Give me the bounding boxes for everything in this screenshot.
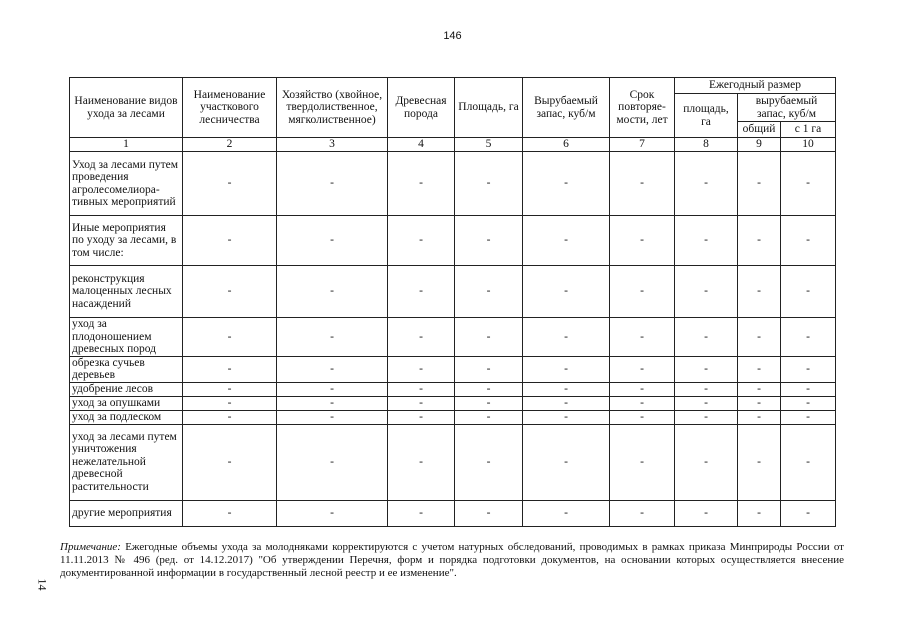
table-cell: -	[523, 152, 610, 216]
care-type-name: уход за лесами путем уничтожения нежелательной древесной растительности	[70, 424, 183, 500]
care-type-name: реконструкция малоценных лесных насаждений	[70, 266, 183, 318]
col-number: 10	[781, 138, 836, 152]
header-care-type: Наименование видов ухода за лесами	[70, 78, 183, 138]
table-row	[70, 500, 836, 526]
table-row	[70, 318, 836, 357]
table-cell: -	[523, 356, 610, 382]
table-cell: -	[455, 152, 523, 216]
table-cell: -	[738, 318, 781, 357]
table-cell: -	[523, 410, 610, 424]
table-cell: -	[183, 410, 277, 424]
table-cell: -	[455, 382, 523, 396]
header-annual-stock: вырубаемый запас, куб/м	[738, 94, 836, 122]
note-label: Примечание:	[60, 541, 121, 553]
table-cell: -	[610, 266, 675, 318]
table-cell: -	[675, 382, 738, 396]
table-row	[70, 216, 836, 266]
table-cell: -	[455, 216, 523, 266]
table-row	[70, 266, 836, 318]
table-cell: -	[610, 152, 675, 216]
care-type-name: уход за опушками	[70, 396, 183, 410]
table-cell: -	[781, 216, 836, 266]
table-cell: -	[183, 318, 277, 357]
table-cell: -	[610, 318, 675, 357]
table-cell: -	[388, 500, 455, 526]
table-cell: -	[781, 500, 836, 526]
col-number: 8	[675, 138, 738, 152]
table-cell: -	[523, 500, 610, 526]
table-cell: -	[781, 410, 836, 424]
table-row	[70, 152, 836, 216]
table-cell: -	[455, 500, 523, 526]
table-cell: -	[183, 216, 277, 266]
table-cell: -	[277, 216, 388, 266]
table-cell: -	[781, 396, 836, 410]
care-type-name: Уход за лесами путем проведения агролесомелиора-тивных мероприятий	[70, 152, 183, 216]
table-cell: -	[738, 356, 781, 382]
table-cell: -	[610, 424, 675, 500]
table-cell: -	[523, 382, 610, 396]
table-cell: -	[675, 152, 738, 216]
col-number: 7	[610, 138, 675, 152]
table-cell: -	[183, 356, 277, 382]
note-text: Ежегодные объемы ухода за молодняками корректируются с учетом натурных обследований, проводимых в рамках приказа Минприроды России от 11.11.2013 № 496 (ред. от 14.12.2017) "Об утверждении Перечня, форм и порядка подготовки документов, на основании которых осуществляется внесение документированной информации в государственный лесной реестр и ее изменение".	[60, 541, 844, 579]
table-cell: -	[738, 410, 781, 424]
forest-care-table	[69, 77, 836, 527]
table-cell: -	[388, 266, 455, 318]
table-cell: -	[610, 356, 675, 382]
table-cell: -	[183, 500, 277, 526]
table-cell: -	[610, 382, 675, 396]
table-cell: -	[781, 318, 836, 357]
table-cell: -	[183, 382, 277, 396]
header-repeat-period: Срок повторяе-мости, лет	[610, 78, 675, 138]
page-number: 146	[443, 30, 462, 42]
table-cell: -	[675, 216, 738, 266]
table-cell: -	[388, 410, 455, 424]
table-row	[70, 410, 836, 424]
table-cell: -	[388, 216, 455, 266]
table-cell: -	[675, 318, 738, 357]
header-stock-per-ha: с 1 га	[781, 122, 836, 138]
table-cell: -	[738, 500, 781, 526]
table-cell: -	[781, 266, 836, 318]
table-cell: -	[277, 356, 388, 382]
table-cell: -	[183, 424, 277, 500]
table-row	[70, 356, 836, 382]
table-cell: -	[781, 356, 836, 382]
table-cell: -	[738, 424, 781, 500]
table-cell: -	[455, 410, 523, 424]
care-type-name: Иные мероприятия по уходу за лесами, в том числе:	[70, 216, 183, 266]
side-page-number: 14	[35, 578, 50, 591]
col-number: 2	[183, 138, 277, 152]
col-number: 1	[70, 138, 183, 152]
table-row	[70, 424, 836, 500]
table-cell: -	[388, 356, 455, 382]
header-economy: Хозяйство (хвойное, твердолиственное, мягколиственное)	[277, 78, 388, 138]
table-cell: -	[781, 424, 836, 500]
footnote	[60, 541, 844, 580]
table-cell: -	[610, 500, 675, 526]
table-cell: -	[277, 500, 388, 526]
table-cell: -	[388, 152, 455, 216]
table-cell: -	[523, 396, 610, 410]
table-cell: -	[183, 152, 277, 216]
table-cell: -	[455, 424, 523, 500]
table-cell: -	[277, 382, 388, 396]
table-cell: -	[277, 318, 388, 357]
care-type-name: удобрение лесов	[70, 382, 183, 396]
care-type-name: уход за подлеском	[70, 410, 183, 424]
header-area: Площадь, га	[455, 78, 523, 138]
table-cell: -	[388, 424, 455, 500]
table-cell: -	[675, 424, 738, 500]
table-row	[70, 396, 836, 410]
table-cell: -	[781, 382, 836, 396]
table-cell: -	[388, 382, 455, 396]
col-number: 3	[277, 138, 388, 152]
header-annual-area: площадь, га	[675, 94, 738, 138]
table-row	[70, 382, 836, 396]
table-cell: -	[523, 266, 610, 318]
table-cell: -	[388, 396, 455, 410]
table-cell: -	[277, 424, 388, 500]
table-cell: -	[455, 266, 523, 318]
table-cell: -	[183, 396, 277, 410]
table-cell: -	[675, 266, 738, 318]
col-number: 5	[455, 138, 523, 152]
table-cell: -	[738, 152, 781, 216]
table-cell: -	[455, 318, 523, 357]
table-cell: -	[388, 318, 455, 357]
col-number: 9	[738, 138, 781, 152]
table-cell: -	[277, 152, 388, 216]
table-cell: -	[675, 500, 738, 526]
table-cell: -	[610, 396, 675, 410]
header-annual-size: Ежегодный размер	[675, 78, 836, 94]
table-cell: -	[277, 410, 388, 424]
table-cell: -	[781, 152, 836, 216]
table-cell: -	[455, 396, 523, 410]
care-type-name: уход за плодоношением древесных пород	[70, 318, 183, 357]
table-cell: -	[675, 356, 738, 382]
table-cell: -	[738, 396, 781, 410]
table-cell: -	[610, 216, 675, 266]
column-numbers-row	[70, 138, 836, 152]
table-cell: -	[738, 216, 781, 266]
table-cell: -	[277, 266, 388, 318]
table-cell: -	[523, 216, 610, 266]
table-cell: -	[675, 410, 738, 424]
col-number: 4	[388, 138, 455, 152]
table-cell: -	[738, 382, 781, 396]
care-type-name: другие мероприятия	[70, 500, 183, 526]
header-tree-species: Древесная порода	[388, 78, 455, 138]
table-cell: -	[738, 266, 781, 318]
table-cell: -	[675, 396, 738, 410]
table-cell: -	[455, 356, 523, 382]
header-stock: Вырубаемый запас, куб/м	[523, 78, 610, 138]
header-forestry: Наименование участкового лесничества	[183, 78, 277, 138]
table-cell: -	[183, 266, 277, 318]
table-cell: -	[277, 396, 388, 410]
col-number: 6	[523, 138, 610, 152]
header-stock-total: общий	[738, 122, 781, 138]
table-cell: -	[523, 318, 610, 357]
table-cell: -	[523, 424, 610, 500]
table-cell: -	[610, 410, 675, 424]
care-type-name: обрезка сучьев деревьев	[70, 356, 183, 382]
